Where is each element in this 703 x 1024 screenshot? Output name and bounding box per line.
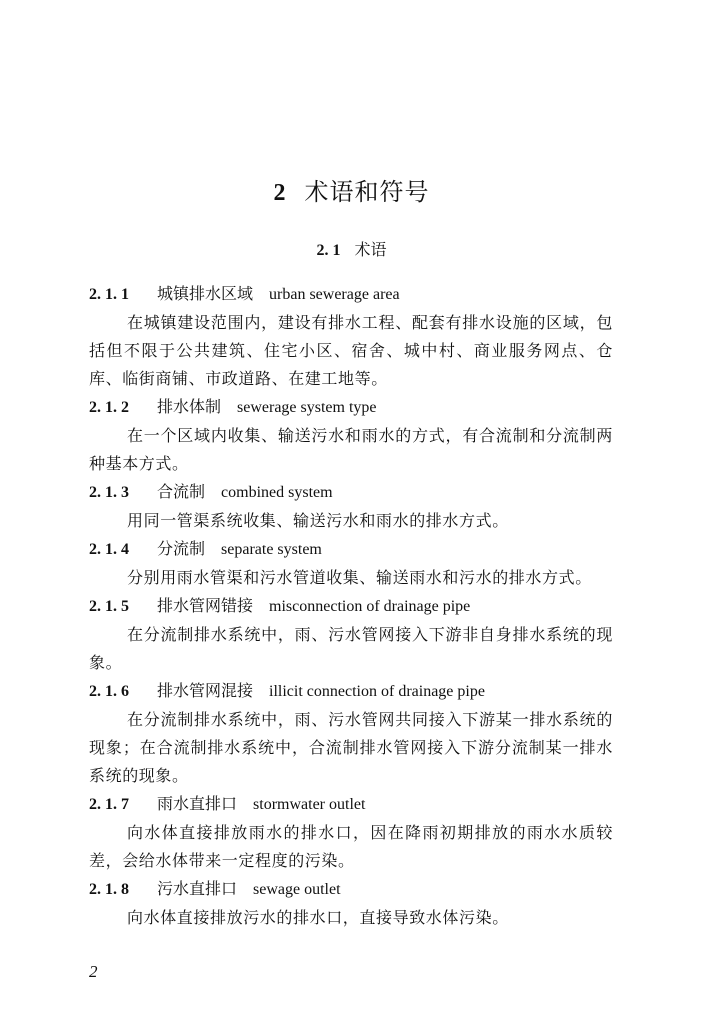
term-entry	[89, 790, 613, 875]
page-number: 2	[89, 962, 98, 981]
term-definition: 在一个区域内收集、输送污水和雨水的方式，有合流制和分流制两种基本方式。	[89, 426, 613, 473]
term-definition: 向水体直接排放污水的排水口，直接导致水体污染。	[127, 908, 509, 927]
term-chinese: 合流制	[157, 482, 206, 501]
term-number: 2. 1. 1	[89, 286, 129, 303]
term-entry	[89, 280, 613, 393]
term-heading	[89, 875, 613, 904]
term-english: illicit connection of drainage pipe	[269, 683, 485, 700]
chapter-title-text: 术语和符号	[304, 178, 430, 206]
term-definition: 向水体直接排放雨水的排水口，因在降雨初期排放的雨水水质较差，会给水体带来一定程度的污染。	[89, 823, 613, 870]
term-english: separate system	[221, 541, 322, 558]
term-entry	[89, 875, 613, 932]
term-heading	[89, 280, 613, 309]
term-english: stormwater outlet	[253, 796, 366, 813]
term-number: 2. 1. 4	[89, 541, 129, 558]
term-entry	[89, 393, 613, 478]
term-number: 2. 1. 7	[89, 796, 129, 813]
term-chinese: 排水管网混接	[157, 681, 254, 700]
term-definition: 在分流制排水系统中，雨、污水管网共同接入下游某一排水系统的现象；在合流制排水系统中，合流制排水管网接入下游分流制某一排水系统的现象。	[89, 710, 613, 785]
term-number: 2. 1. 3	[89, 484, 129, 501]
term-number: 2. 1. 5	[89, 598, 129, 615]
term-entry	[89, 478, 613, 535]
chapter-title	[0, 176, 703, 209]
term-chinese: 分流制	[157, 539, 206, 558]
term-heading	[89, 790, 613, 819]
term-definition: 分别用雨水管渠和污水管道收集、输送雨水和污水的排水方式。	[127, 568, 592, 587]
term-english: sewage outlet	[253, 881, 341, 898]
section-title-text: 术语	[354, 240, 387, 259]
section-number: 2. 1	[316, 242, 341, 259]
term-english: urban sewerage area	[269, 286, 400, 303]
section-title	[0, 238, 703, 263]
term-entry	[89, 535, 613, 592]
term-number: 2. 1. 6	[89, 683, 129, 700]
term-chinese: 排水管网错接	[157, 596, 254, 615]
term-heading	[89, 592, 613, 621]
term-chinese: 污水直排口	[157, 879, 238, 898]
terms-list	[89, 280, 613, 932]
term-definition: 用同一管渠系统收集、输送污水和雨水的排水方式。	[127, 511, 509, 530]
term-heading	[89, 393, 613, 422]
term-english: sewerage system type	[237, 399, 377, 416]
term-chinese: 雨水直排口	[157, 794, 238, 813]
term-number: 2. 1. 2	[89, 399, 129, 416]
term-definition: 在分流制排水系统中，雨、污水管网接入下游非自身排水系统的现象。	[89, 625, 613, 672]
term-heading	[89, 535, 613, 564]
term-english: misconnection of drainage pipe	[269, 598, 471, 615]
term-number: 2. 1. 8	[89, 881, 129, 898]
term-chinese: 排水体制	[157, 397, 222, 416]
term-entry	[89, 592, 613, 677]
term-chinese: 城镇排水区域	[157, 284, 254, 303]
term-definition: 在城镇建设范围内，建设有排水工程、配套有排水设施的区域，包括但不限于公共建筑、住宅小区、宿舍、城中村、商业服务网点、仓库、临街商铺、市政道路、在建工地等。	[89, 313, 613, 388]
term-heading	[89, 478, 613, 507]
term-entry	[89, 677, 613, 790]
term-heading	[89, 677, 613, 706]
term-english: combined system	[221, 484, 333, 501]
chapter-number: 2	[273, 180, 287, 206]
